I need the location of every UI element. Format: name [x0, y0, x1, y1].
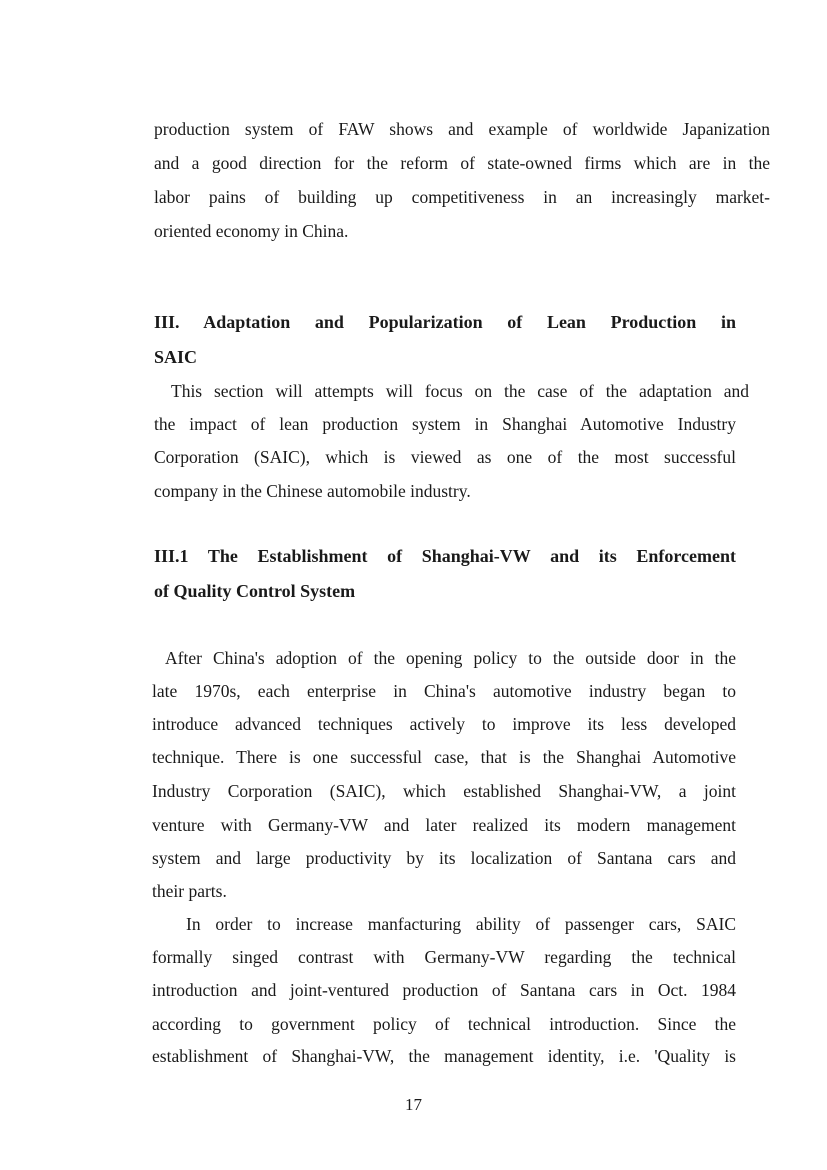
- section-3-paragraph-line-4: company in the Chinese automobile industry.: [154, 481, 471, 501]
- section-3-heading-line-2: SAIC: [154, 347, 198, 367]
- section-3-paragraph-line-3: Corporation (SAIC), which is viewed as one of the most successful: [154, 447, 736, 467]
- section-3-1-heading-line-1: III.1 The Establishment of Shanghai-VW and its Enforcement: [154, 546, 736, 566]
- section-3-paragraph-line-2: the impact of lean production system in Shanghai Automotive Industry: [154, 414, 736, 434]
- paragraph-top-line-1: production system of FAW shows and example of worldwide Japanization: [154, 119, 770, 139]
- section-3-1-paragraph-2-line-2: formally singed contrast with Germany-VW regarding the technical: [152, 947, 736, 967]
- page-number: 17: [405, 1095, 422, 1114]
- section-3-1-paragraph-1-line-8: their parts.: [152, 881, 227, 901]
- section-3-1-paragraph-1-line-5: Industry Corporation (SAIC), which established Shanghai-VW, a joint: [152, 781, 736, 801]
- section-3-1-paragraph-1-line-2: late 1970s, each enterprise in China's automotive industry began to: [152, 681, 736, 701]
- section-3-paragraph-line-1: This section will attempts will focus on the case of the adaptation and: [171, 381, 749, 401]
- section-3-1-heading-line-2: of Quality Control System: [154, 581, 356, 601]
- section-3-1-paragraph-2-line-1: In order to increase manfacturing ability of passenger cars, SAIC: [186, 914, 736, 934]
- section-3-1-paragraph-1-line-3: introduce advanced techniques actively to improve its less developed: [152, 714, 736, 734]
- section-3-1-paragraph-2-line-4: according to government policy of technical introduction. Since the: [152, 1014, 736, 1034]
- paragraph-top-line-2: and a good direction for the reform of state-owned firms which are in the: [154, 153, 770, 173]
- section-3-1-paragraph-2-line-5: establishment of Shanghai-VW, the management identity, i.e. 'Quality is: [152, 1046, 736, 1066]
- section-3-1-paragraph-1-line-7: system and large productivity by its localization of Santana cars and: [152, 848, 736, 868]
- paragraph-top-line-3: labor pains of building up competitiveness in an increasingly market-: [154, 187, 770, 207]
- paragraph-top-line-4: oriented economy in China.: [154, 221, 349, 241]
- section-3-heading-line-1: III. Adaptation and Popularization of Lean Production in: [154, 312, 736, 332]
- section-3-1-paragraph-2-line-3: introduction and joint-ventured production of Santana cars in Oct. 1984: [152, 980, 736, 1000]
- section-3-1-paragraph-1-line-4: technique. There is one successful case, that is the Shanghai Automotive: [152, 747, 736, 767]
- section-3-1-paragraph-1-line-1: After China's adoption of the opening policy to the outside door in the: [165, 648, 736, 668]
- section-3-1-paragraph-1-line-6: venture with Germany-VW and later realized its modern management: [152, 815, 736, 835]
